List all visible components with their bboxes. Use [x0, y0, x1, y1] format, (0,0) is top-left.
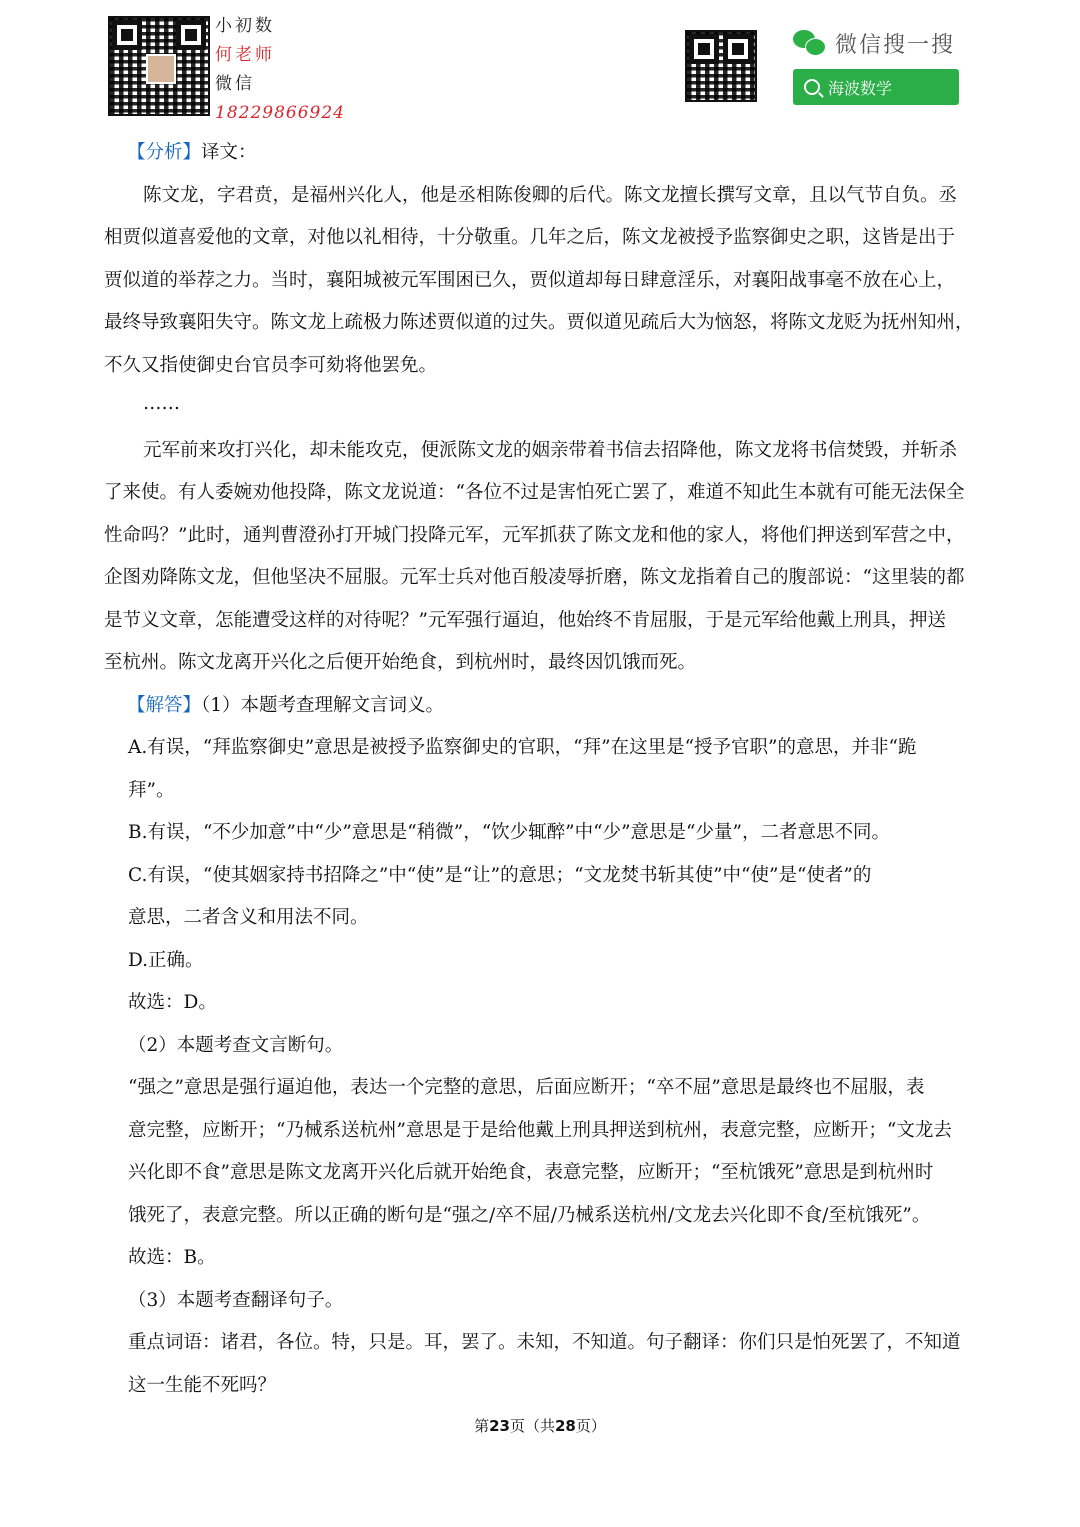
answer-tag: 【解答】 [127, 695, 202, 716]
avatar [146, 54, 176, 84]
paragraph-line: 贾似道的举荐之力。当时，襄阳城被元军围困已久，贾似道却每日肆意淫乐，对襄阳战事毫不放在心上， [104, 270, 956, 291]
page-total: 28 [555, 1417, 576, 1435]
answer-line: D.正确。 [128, 950, 204, 971]
paragraph-line: 不久又指使御史台官员李可劾将他罢免。 [104, 355, 438, 376]
search-icon [804, 79, 820, 95]
ellipsis: …… [143, 393, 180, 414]
page-number-mid: 页（共 [509, 1417, 555, 1435]
paragraph-line: 企图劝降陈文龙，但他坚决不屈服。元军士兵对他百般凌辱折磨，陈文龙指着自己的腹部说：“这里装的都 [104, 567, 965, 588]
answer-line: 这一生能不死吗？ [128, 1375, 277, 1396]
page-current: 23 [489, 1417, 510, 1435]
answer-line: 兴化即不食”意思是陈文龙离开兴化后就开始绝食，表意完整，应断开；“至杭饿死”意思是到杭州时 [128, 1162, 934, 1183]
contact-info [215, 12, 345, 128]
wechat-icon [793, 30, 825, 56]
answer-line: 故选：D。 [128, 992, 217, 1013]
paragraph-line: 了来使。有人委婉劝他投降，陈文龙说道：“各位不过是害怕死亡罢了，难道不知此生本就有可能无法保全 [104, 482, 965, 503]
answer-line: C.有误，“使其姻家持书招降之”中“使”是“让”的意思；“文龙焚书斩其使”中“使”是“使者”的 [128, 865, 872, 886]
answer-line: 意思，二者含义和用法不同。 [128, 907, 369, 928]
paragraph-line: 性命吗？”此时，通判曹澄孙打开城门投降元军，元军抓获了陈文龙和他的家人，将他们押送到军营之中， [104, 525, 965, 546]
wechat-search-label: 微信搜一搜 [835, 32, 956, 58]
contact-line: 微信 [215, 74, 255, 94]
answer-line: 意完整，应断开；“乃械系送杭州”意思是于是给他戴上刑具押送到杭州，表意完整，应断开；“文龙去 [128, 1120, 952, 1141]
answer-line: “强之”意思是强行逼迫他，表达一个完整的意思，后面应断开；“卒不屈”意思是最终也不屈服，表 [128, 1077, 925, 1098]
answer-intro: （1）本题考查理解文言词义。 [201, 695, 445, 716]
page-number-suffix: 页） [575, 1417, 606, 1435]
contact-line: 何老师 [215, 45, 275, 65]
contact-line: 小初数 [215, 16, 275, 36]
qr-code-wechat [685, 30, 757, 102]
analysis-heading [127, 138, 257, 164]
qr-code-teacher [108, 16, 210, 116]
answer-heading [127, 691, 444, 717]
page-number-prefix: 第 [474, 1417, 490, 1435]
answer-line: 故选：B。 [128, 1247, 216, 1268]
paragraph-line: 元军前来攻打兴化，却未能攻克，便派陈文龙的姻亲带着书信去招降他，陈文龙将书信焚毁，并斩杀 [143, 440, 958, 461]
analysis-tag: 【分析】 [127, 142, 202, 163]
wechat-search-banner [793, 28, 955, 58]
answer-line: B.有误，“不少加意”中“少”意思是“稍微”，“饮少辄醉”中“少”意思是“少量”，二者意思不同。 [128, 822, 890, 843]
answer-line: （2）本题考查文言断句。 [128, 1035, 344, 1056]
answer-line: 重点词语：诸君，各位。特，只是。耳，罢了。未知，不知道。句子翻译：你们只是怕死罢了，不知道 [128, 1332, 961, 1353]
answer-line: 饿死了，表意完整。所以正确的断句是“强之/卒不屈/乃械系送杭州/文龙去兴化即不食/至杭饿死”。 [128, 1205, 931, 1226]
paragraph-line: 相贾似道喜爱他的文章，对他以礼相待，十分敬重。几年之后，陈文龙被授予监察御史之职，这皆是出于 [104, 227, 956, 248]
paragraph-line: 最终导致襄阳失守。陈文龙上疏极力陈述贾似道的过失。贾似道见疏后大为恼怒，将陈文龙贬为抚州知州， [104, 312, 974, 333]
search-button[interactable] [793, 69, 959, 105]
paragraph-line: 是节义文章，怎能遭受这样的对待呢？”元军强行逼迫，他始终不肯屈服，于是元军给他戴上刑具，押送 [104, 610, 946, 631]
contact-phone: 18229866924 [215, 103, 345, 123]
page-number [0, 1415, 1080, 1436]
search-button-label: 海波数学 [828, 78, 893, 98]
paragraph-line: 陈文龙，字君贲，是福州兴化人，他是丞相陈俊卿的后代。陈文龙擅长撰写文章，且以气节自负。丞 [143, 185, 958, 206]
answer-line: （3）本题考查翻译句子。 [128, 1290, 344, 1311]
analysis-title: 译文： [201, 142, 257, 163]
answer-line: 拜”。 [128, 780, 175, 801]
paragraph-line: 至杭州。陈文龙离开兴化之后便开始绝食，到杭州时，最终因饥饿而死。 [104, 652, 697, 673]
answer-line: A.有误，“拜监察御史”意思是被授予监察御史的官职，“拜”在这里是“授予官职”的意思，并非“跪 [128, 737, 917, 758]
